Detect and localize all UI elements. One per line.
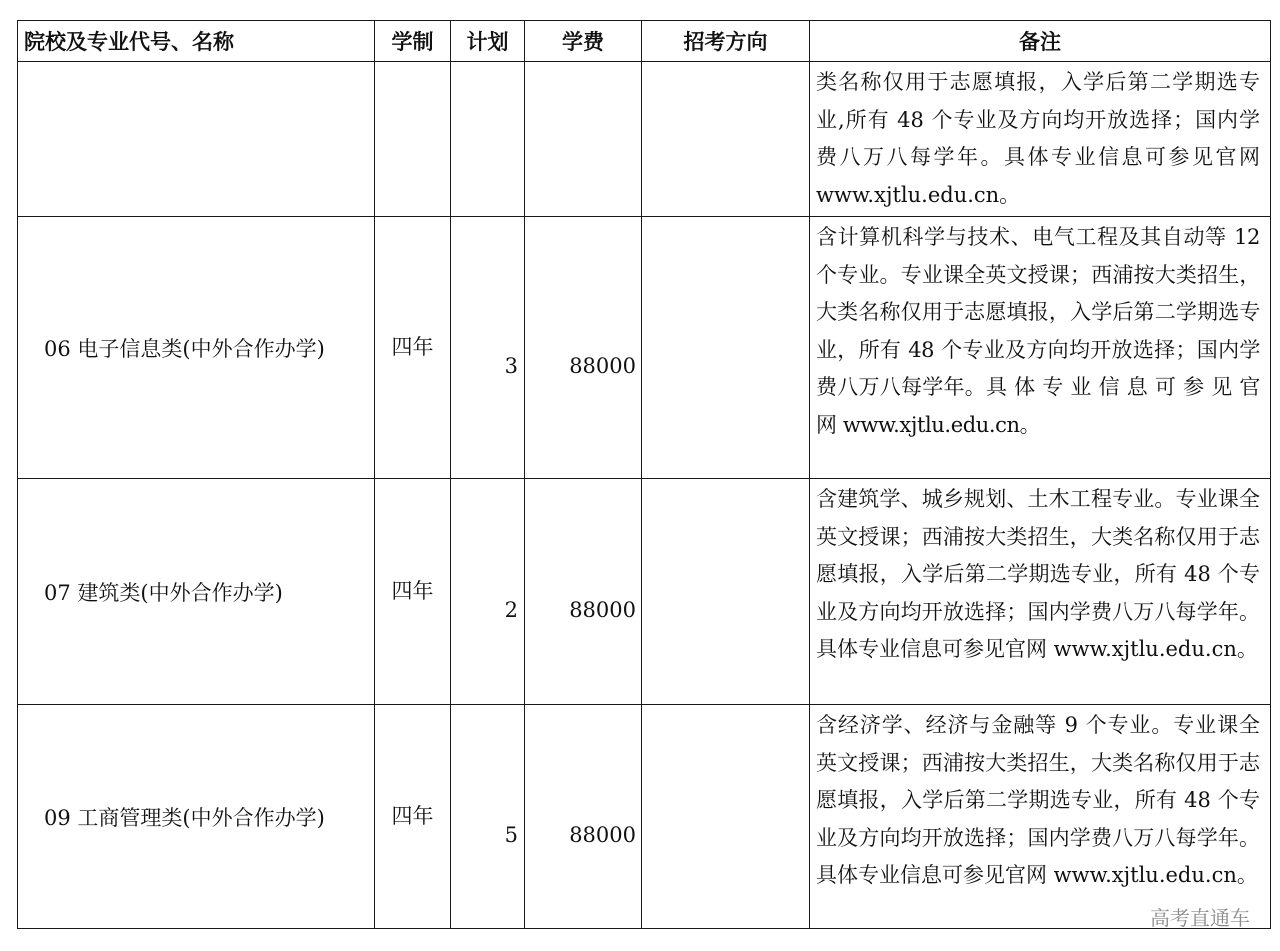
table-row [18,479,1271,705]
plan-cell: 3 [451,217,525,479]
plan-cell: 2 [451,479,525,705]
major-name-cell: 09 工商管理类(中外合作办学) [18,705,375,929]
direction-cell [642,217,810,479]
table-body [18,62,1271,929]
column-header-direction: 招考方向 [642,21,810,62]
direction-cell [642,705,810,929]
table-row [18,62,1271,217]
plan-cell: 5 [451,705,525,929]
direction-cell [642,479,810,705]
watermark: 高考直通车 [1150,906,1250,930]
duration-cell [375,62,451,217]
fee-cell: 88000 [525,479,642,705]
column-header-fee: 学费 [525,21,642,62]
notes-cell: 含计算机科学与技术、电气工程及其自动等 12 个专业。专业课全英文授课；西浦按大类招生，大类名称仅用于志愿填报，入学后第二学期选专业，所有 48 个专业及方向均开放选择；国内学费八万八每学年。具 体 专 业 信 息 可 参 见 官 网 www.xjtlu.edu.cn。 [810,217,1271,479]
table-header [18,21,1271,62]
duration-cell: 四年 [375,217,451,479]
notes-cell: 类名称仅用于志愿填报，入学后第二学期选专业,所有 48 个专业及方向均开放选择；国内学费八万八每学年。具体专业信息可参见官网 www.xjtlu.edu.cn。 [810,62,1271,217]
direction-cell [642,62,810,217]
header-row [18,21,1271,62]
column-header-duration: 学制 [375,21,451,62]
major-name-cell: 06 电子信息类(中外合作办学) [18,217,375,479]
fee-cell: 88000 [525,217,642,479]
major-name-cell [18,62,375,217]
table-row [18,705,1271,929]
admissions-table [17,20,1271,929]
column-header-notes: 备注 [810,21,1271,62]
fee-cell: 88000 [525,705,642,929]
major-name-cell: 07 建筑类(中外合作办学) [18,479,375,705]
duration-cell: 四年 [375,479,451,705]
notes-cell: 含建筑学、城乡规划、土木工程专业。专业课全英文授课；西浦按大类招生，大类名称仅用于志愿填报，入学后第二学期选专业，所有 48 个专业及方向均开放选择；国内学费八万八每学年。具体专业信息可参见官网 www.xjtlu.edu.cn。 [810,479,1271,705]
duration-cell: 四年 [375,705,451,929]
fee-cell [525,62,642,217]
notes-cell: 含经济学、经济与金融等 9 个专业。专业课全英文授课；西浦按大类招生，大类名称仅用于志愿填报，入学后第二学期选专业，所有 48 个专业及方向均开放选择；国内学费八万八每学年。具体专业信息可参见官网 www.xjtlu.edu.cn。 [810,705,1271,929]
plan-cell [451,62,525,217]
table-row [18,217,1271,479]
column-header-plan: 计划 [451,21,525,62]
column-header-name: 院校及专业代号、名称 [18,21,375,62]
